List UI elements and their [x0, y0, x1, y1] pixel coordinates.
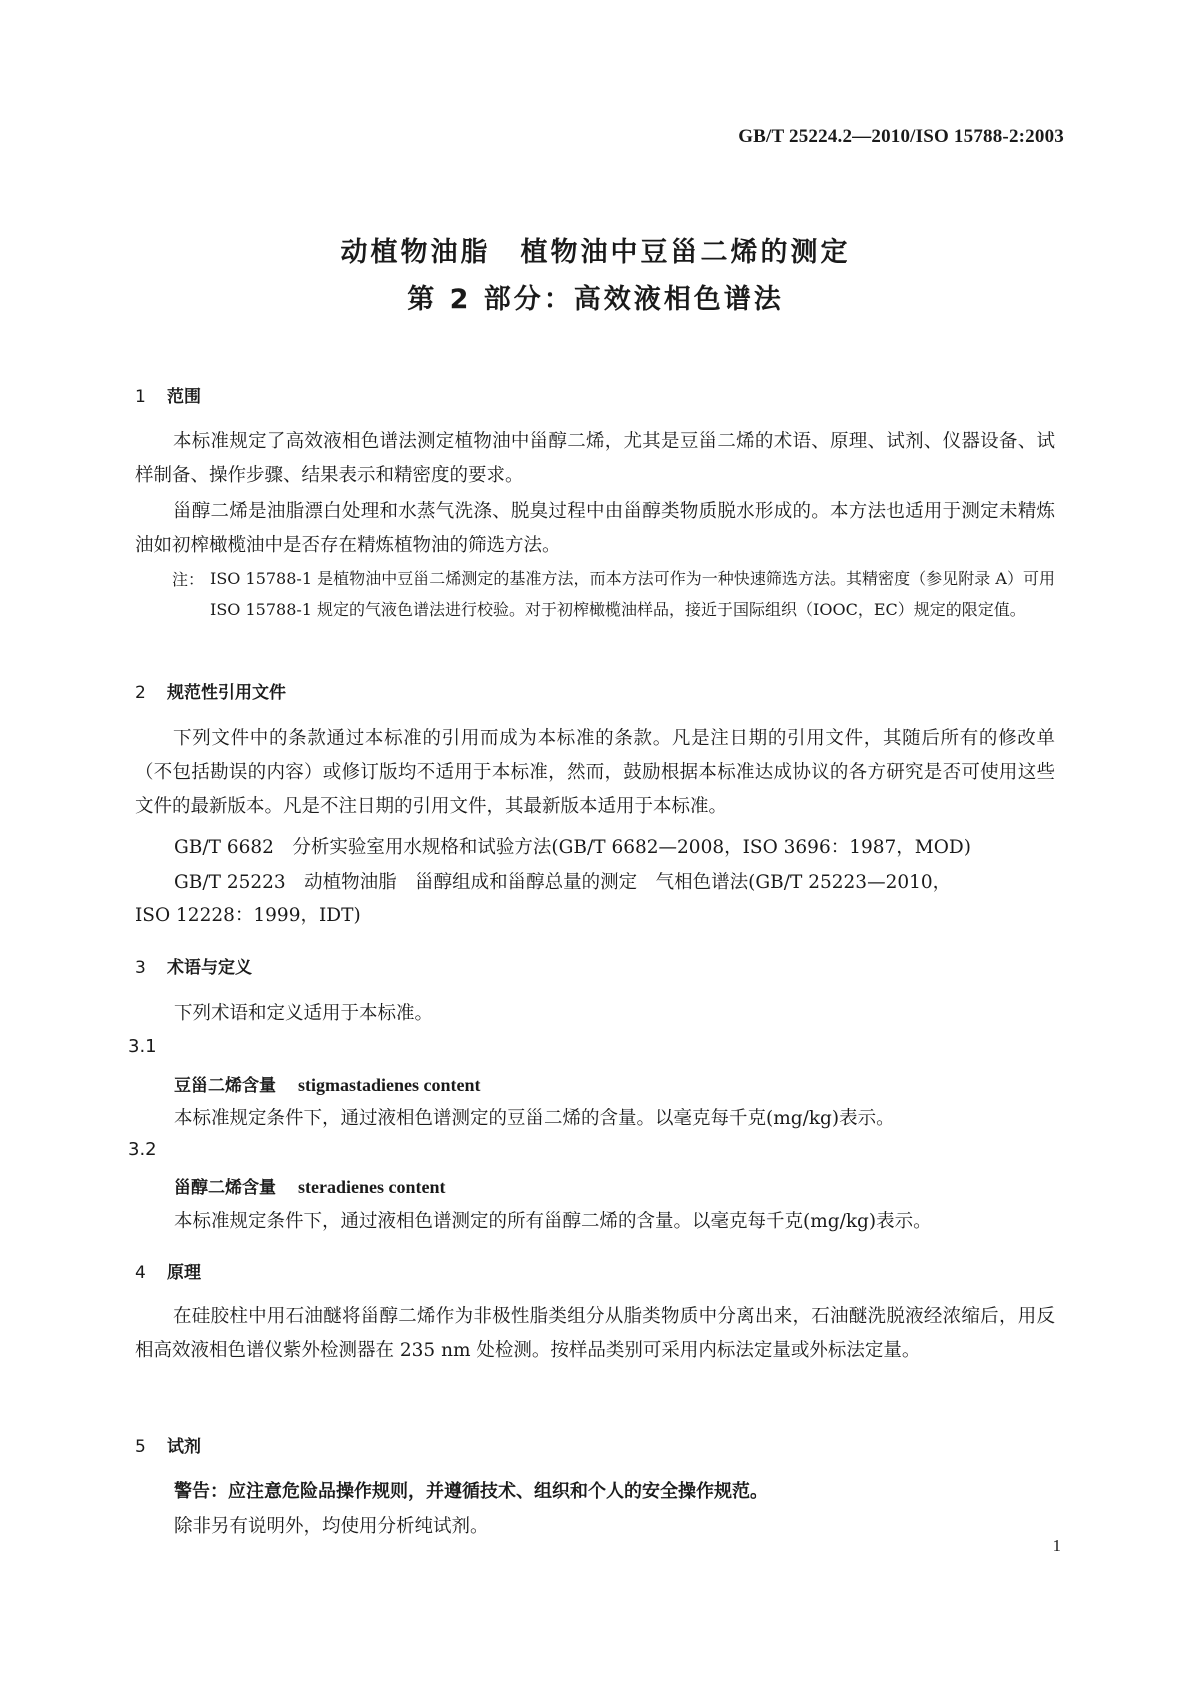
section-number: 5: [135, 1437, 146, 1457]
section-5-paragraph-1: 除非另有说明外，均使用分析纯试剂。: [174, 1516, 489, 1537]
term-3-1-definition: 本标准规定条件下，通过液相色谱测定的豆甾二烯的含量。以毫克每千克(mg/kg)表示。: [174, 1108, 895, 1129]
reference-gb-t-25223-line2: ISO 12228：1999，IDT): [135, 905, 361, 926]
document-title-line1: 动植物油脂 植物油中豆甾二烯的测定: [340, 237, 851, 268]
reference-gb-t-25223-line1: GB/T 25223 动植物油脂 甾醇组成和甾醇总量的测定 气相色谱法(GB/T 25223—2010，: [174, 872, 952, 893]
section-title: 试剂: [167, 1437, 201, 1457]
section-1-note: ISO 15788-1 是植物油中豆甾二烯测定的基准方法，而本方法可作为一种快速筛选方法。其精密度（参见附录 A）可用 ISO 15788-1 规定的气液色谱法进行校验。对于初榨橄榄油样品，接近于国际组织（IOOC，EC）规定的限定值。: [210, 569, 1055, 619]
section-3-heading: [135, 953, 252, 978]
section-3-paragraph-1: 下列术语和定义适用于本标准。: [174, 1003, 434, 1024]
term-3-1-number: 3.1: [128, 1036, 157, 1057]
section-title: 规范性引用文件: [167, 683, 286, 703]
section-2-paragraph-1: 下列文件中的条款通过本标准的引用而成为本标准的条款。凡是注日期的引用文件，其随后所有的修改单（不包括勘误的内容）或修订版均不适用于本标准，然而，鼓励根据本标准达成协议的各方研究是否可使用这些文件的最新版本。凡是不注日期的引用文件，其最新版本适用于本标准。: [135, 728, 1055, 817]
section-title: 术语与定义: [167, 958, 252, 978]
reference-gb-t-6682: GB/T 6682 分析实验室用水规格和试验方法(GB/T 6682—2008，ISO 3696：1987，MOD): [174, 837, 971, 858]
term-3-2-heading: [174, 1173, 445, 1198]
term-3-2-definition: 本标准规定条件下，通过液相色谱测定的所有甾醇二烯的含量。以毫克每千克(mg/kg)表示。: [174, 1211, 932, 1232]
term-english: steradienes content: [298, 1177, 446, 1197]
section-5-heading: [135, 1432, 201, 1457]
term-chinese: 豆甾二烯含量: [174, 1076, 276, 1096]
section-1-paragraph-2: 甾醇二烯是油脂漂白处理和水蒸气洗涤、脱臭过程中由甾醇类物质脱水形成的。本方法也适用于测定未精炼油如初榨橄榄油中是否存在精炼植物油的筛选方法。: [135, 501, 1055, 556]
safety-warning: 警告：应注意危险品操作规则，并遵循技术、组织和个人的安全操作规范。: [174, 1481, 768, 1502]
section-number: 3: [135, 958, 146, 978]
section-4-paragraph-1: 在硅胶柱中用石油醚将甾醇二烯作为非极性脂类组分从脂类物质中分离出来，石油醚洗脱液经浓缩后，用反相高效液相色谱仪紫外检测器在 235 nm 处检测。按样品类别可采用内标法定量或外标法定量。: [135, 1306, 1055, 1361]
note-label: 注：: [172, 570, 205, 589]
section-title: 范围: [167, 387, 201, 407]
document-title-line2: 第 2 部分：高效液相色谱法: [407, 284, 784, 315]
section-2-heading: [135, 678, 286, 703]
section-number: 4: [135, 1263, 146, 1283]
term-chinese: 甾醇二烯含量: [174, 1178, 276, 1198]
term-english: stigmastadienes content: [298, 1075, 481, 1095]
term-3-1-heading: [174, 1071, 481, 1096]
section-number: 2: [135, 683, 146, 703]
standard-code: GB/T 25224.2—2010/ISO 15788-2:2003: [738, 126, 1064, 147]
section-4-heading: [135, 1258, 201, 1283]
page-number: 1: [1052, 1536, 1061, 1555]
section-number: 1: [135, 387, 146, 407]
section-1-paragraph-1: 本标准规定了高效液相色谱法测定植物油中甾醇二烯，尤其是豆甾二烯的术语、原理、试剂、仪器设备、试样制备、操作步骤、结果表示和精密度的要求。: [135, 431, 1055, 486]
section-title: 原理: [167, 1263, 201, 1283]
section-1-heading: [135, 382, 201, 407]
term-3-2-number: 3.2: [128, 1139, 157, 1160]
